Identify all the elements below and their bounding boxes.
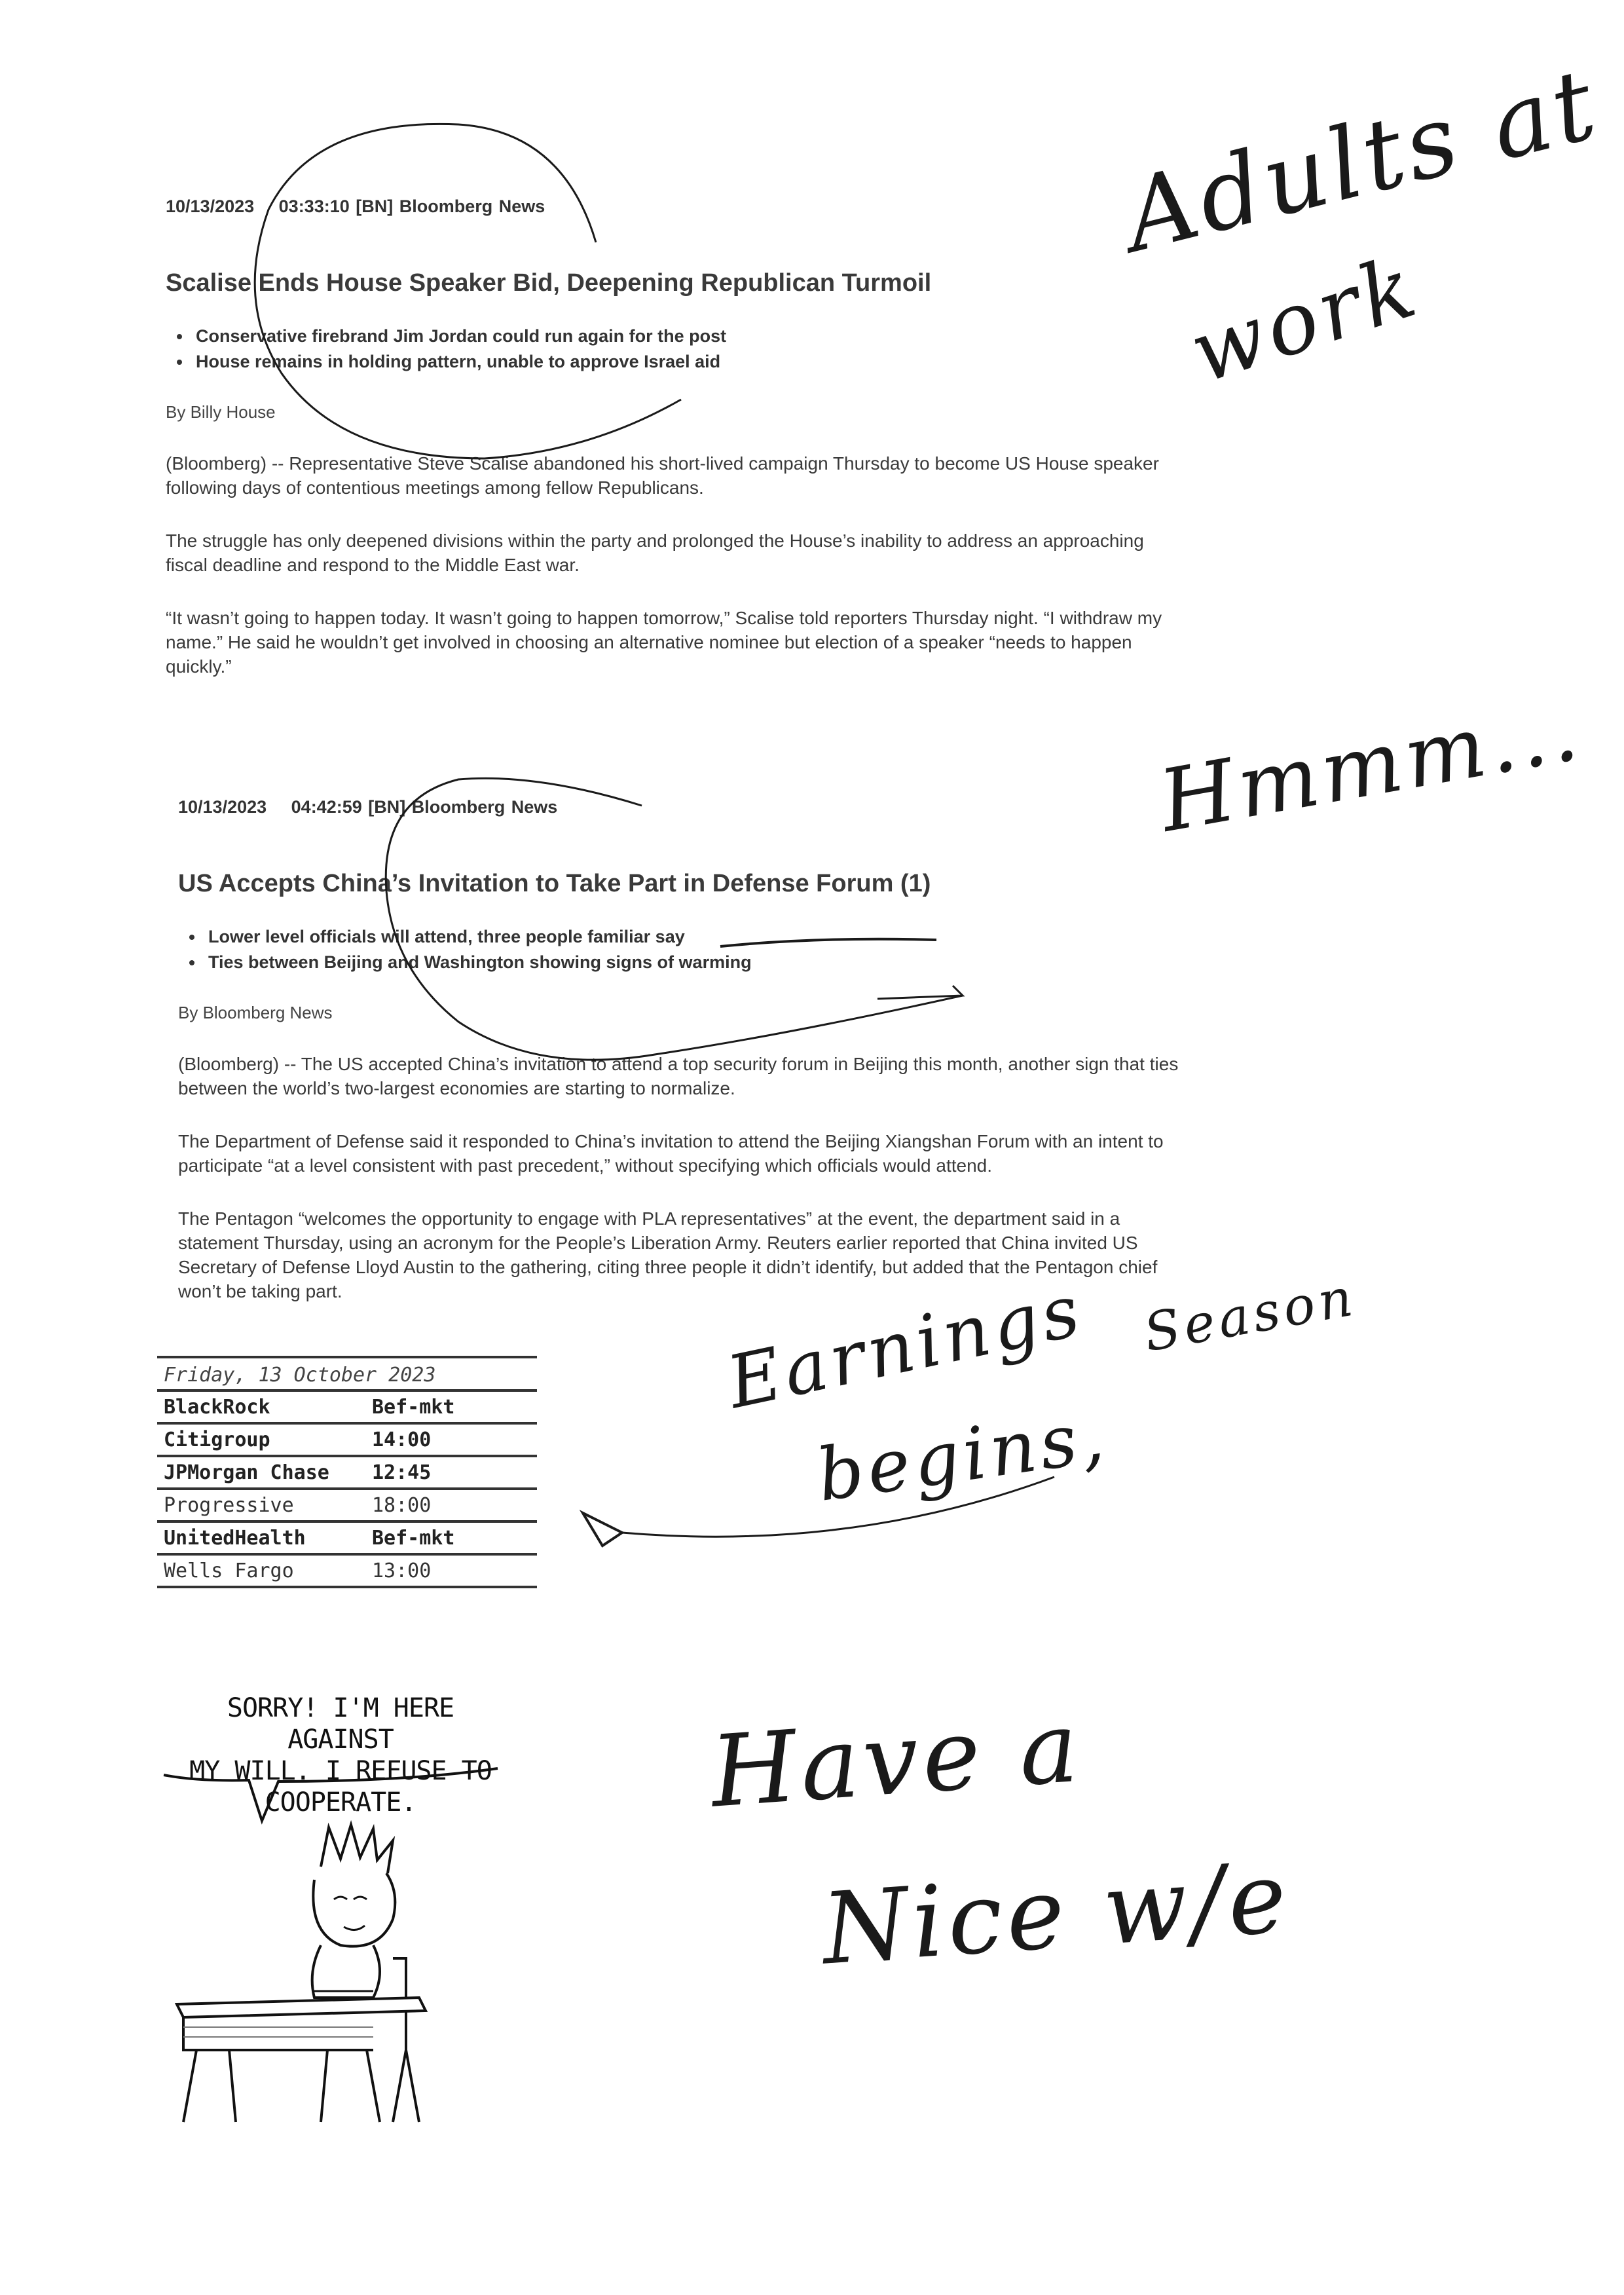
bullet-item: • House remains in holding pattern, unable to approve Israel aid xyxy=(192,352,1187,372)
article-date: 10/13/2023 xyxy=(166,196,255,216)
report-time: 14:00 xyxy=(372,1428,432,1451)
article-paragraph: The Pentagon “welcomes the opportunity to engage with PLA representatives” at the event, the department said in a statement Thursday, using an acronym for the People’s Liberation Army. Reuters earlier reported that China invited US Secretary of Defense Lloyd Austin to the gathering, citing three people it didn’t identify, but added that the Pentagon chief won’t be taking part. xyxy=(178,1208,1158,1301)
handwritten-note-nice-we: Nice w/e xyxy=(819,1840,1294,1987)
article-date: 10/13/2023 xyxy=(178,797,267,817)
company-name: Wells Fargo xyxy=(164,1559,294,1582)
article-byline: By Bloomberg News xyxy=(178,1003,333,1022)
handwritten-note-have-a: Have a xyxy=(707,1690,1086,1830)
company-name: Citigroup xyxy=(164,1428,270,1451)
article-paragraph: “It wasn’t going to happen today. It wasn’t going to happen tomorrow,” Scalise told reporters Thursday night. “I withdraw my name.” He said he wouldn’t get involved in choosing an alternative nominee but election of a speaker “needs to happen quickly.” xyxy=(166,608,1162,677)
handwritten-note-season: Season xyxy=(1139,1266,1361,1364)
bubble-line: SORRY! I'M HERE AGAINST xyxy=(227,1693,454,1755)
company-name: JPMorgan Chase xyxy=(164,1461,329,1484)
earnings-table-header: Friday, 13 October 2023 xyxy=(157,1356,537,1392)
handwritten-note-work: work xyxy=(1179,236,1431,403)
handwritten-note-begins: begins, xyxy=(812,1394,1113,1518)
bullet-item: • Ties between Beijing and Washington showing signs of warming xyxy=(204,952,1187,973)
report-time: Bef-mkt xyxy=(372,1395,455,1419)
company-name: Progressive xyxy=(164,1493,294,1517)
pen-underline xyxy=(720,939,936,946)
report-time: 12:45 xyxy=(372,1461,432,1484)
bullet-item: • Conservative firebrand Jim Jordan could run again for the post xyxy=(192,326,1187,346)
handwritten-note-earnings: Earnings xyxy=(720,1267,1090,1425)
handwritten-note-adults: Adults at xyxy=(1113,47,1610,274)
report-time: Bef-mkt xyxy=(372,1526,455,1550)
report-time: 13:00 xyxy=(372,1559,432,1582)
company-name: BlackRock xyxy=(164,1395,270,1419)
article-headline: US Accepts China’s Invitation to Take Part in Defense Forum (1) xyxy=(178,870,931,897)
pen-arrow-tip xyxy=(877,986,963,999)
bullet-item: • Lower level officials will attend, three people familiar say xyxy=(204,927,1187,947)
article-headline: Scalise Ends House Speaker Bid, Deepening Republican Turmoil xyxy=(166,269,932,297)
pen-circle-1 xyxy=(255,124,681,458)
bubble-line: COOPERATE. xyxy=(265,1787,416,1818)
article-paragraph: The Department of Defense said it responded to China’s invitation to attend the Beijing Xiangshan Forum with an intent to participate “at a level consistent with past precedent,” without specifying which officials would attend. xyxy=(178,1131,1164,1176)
article-byline: By Billy House xyxy=(166,402,276,422)
article-time: 03:33:10 xyxy=(278,196,350,216)
company-name: UnitedHealth xyxy=(164,1526,306,1550)
bubble-line: MY WILL. I REFUSE TO xyxy=(189,1756,492,1786)
article-source: [BN] Bloomberg News xyxy=(368,797,558,817)
pen-circle-2 xyxy=(386,778,963,1060)
arrow-head-icon xyxy=(583,1513,622,1546)
article-paragraph: The struggle has only deepened divisions within the party and prolonged the House’s inability to address an approaching fiscal deadline and respond to the Middle East war. xyxy=(166,531,1144,575)
pen-arrow-earnings xyxy=(622,1477,1054,1537)
handwritten-note-hmm: Hmmm... xyxy=(1153,679,1589,851)
article-paragraph: (Bloomberg) -- Representative Steve Scalise abandoned his short-lived campaign Thursday to become US House speaker following days of contentious meetings among fellow Republicans. xyxy=(166,453,1159,498)
article-source: [BN] Bloomberg News xyxy=(356,196,545,216)
report-time: 18:00 xyxy=(372,1493,432,1517)
article-paragraph: (Bloomberg) -- The US accepted China’s invitation to attend a top security forum in Beijing this month, another sign that ties between the world’s two-largest economies are starting to normalize. xyxy=(178,1054,1179,1098)
article-time: 04:42:59 xyxy=(291,797,362,817)
